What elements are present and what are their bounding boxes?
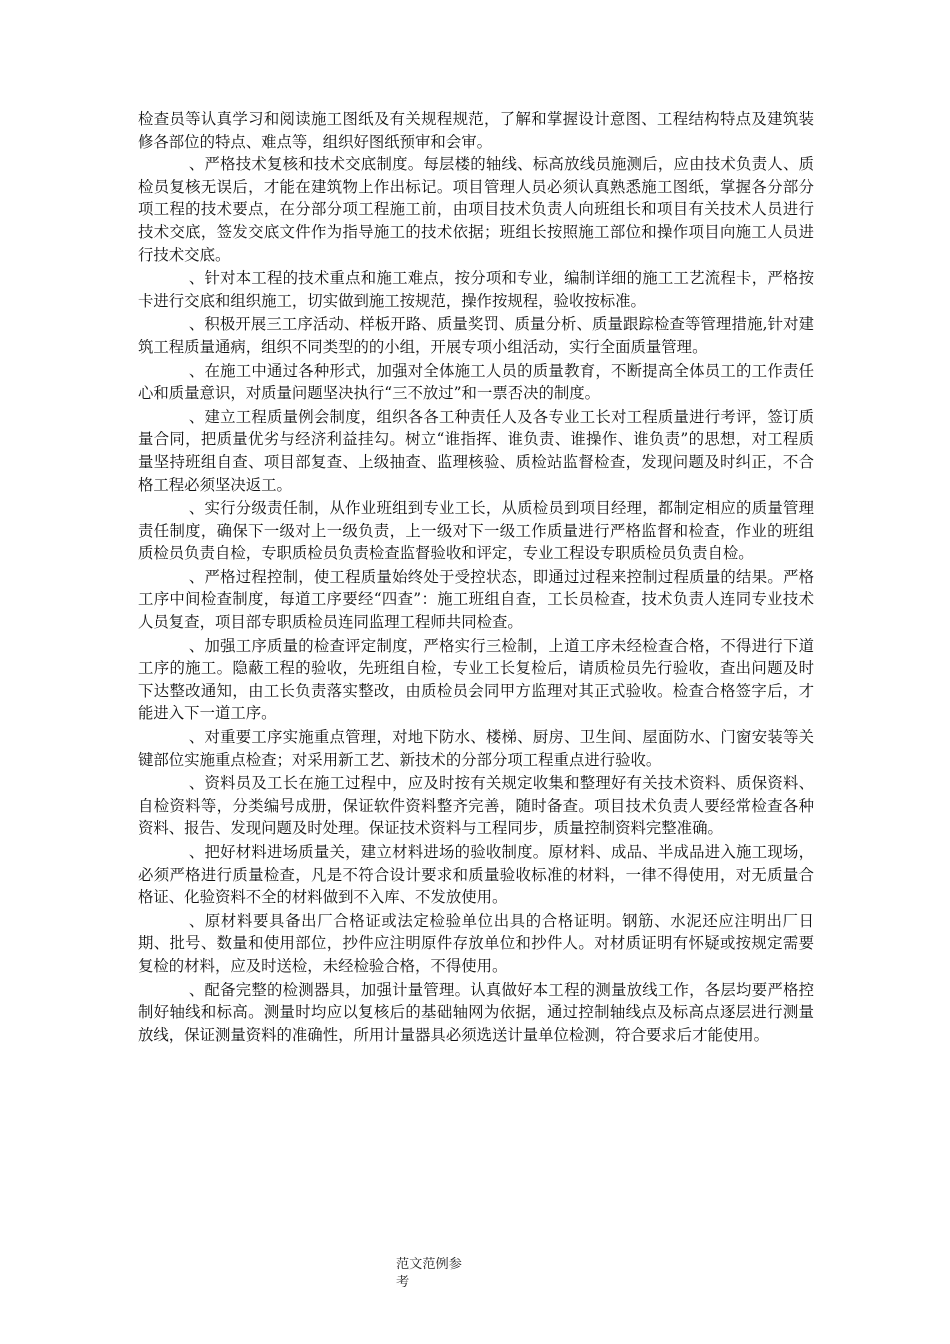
- paragraph-three-checks: 、加强工序质量的检查评定制度，严格实行三检制，上道工序未经检查合格，不得进行下道工序的施工。隐蔽工程的验收，先班组自检，专业工长复检后，请质检员先行验收，查出问题及时下达整改通知，由工长负责落实整改，由质检员会同甲方监理对其正式验收。检查合格签字后，才能进入下一道工序。: [138, 636, 814, 723]
- paragraph-process-cards: 、针对本工程的技术重点和施工难点，按分项和专业，编制详细的施工工艺流程卡，严格按卡进行交底和组织施工，切实做到施工按规范，操作按规程，验收按标准。: [138, 269, 814, 310]
- paragraph-key-processes: 、对重要工序实施重点管理，对地下防水、楼梯、厨房、卫生间、屋面防水、门窗安装等关键部位实施重点检查；对采用新工艺、新技术的分部分项工程重点进行验收。: [138, 728, 814, 769]
- paragraph-quality-meetings: 、建立工程质量例会制度，组织各各工种责任人及各专业工长对工程质量进行考评，签订质量合同，把质量优劣与经济利益挂勾。树立“谁指挥、谁负责、谁操作、谁负责”的思想，对工程质量坚持班组自查、项目部复查、上级抽查、监理核验、质检站监督检查，发现问题及时纠正，不合格工程必须坚决返工。: [138, 407, 814, 494]
- paragraph-continuation: 检查员等认真学习和阅读施工图纸及有关规程规范，了解和掌握设计意图、工程结构特点及建筑装修各部位的特点、难点等，组织好图纸预审和会审。: [138, 110, 814, 151]
- paragraph-material-inspection: 、把好材料进场质量关，建立材料进场的验收制度。原材料、成品、半成品进入施工现场，必须严格进行质量检查，凡是不符合设计要求和质量验收标准的材料，一律不得使用，对无质量合格证、化验资料不全的材料做到不入库、不发放使用。: [138, 843, 814, 907]
- paragraph-technical-review: 、严格技术复核和技术交底制度。每层楼的轴线、标高放线员施测后，应由技术负责人、质检员复核无误后，才能在建筑物上作出标记。项目管理人员必须认真熟悉施工图纸，掌握各分部分项工程的技术要点，在分部分项工程施工前，由项目技术负责人向班组长和项目有关技术人员进行技术交底，签发交底文件作为指导施工的技术依据；班组长按照施工部位和操作项目向施工人员进行技术交底。: [138, 155, 814, 264]
- paragraph-measurement: 、配备完整的检测器具，加强计量管理。认真做好本工程的测量放线工作，各层均要严格控制好轴线和标高。测量时均应以复核后的基础轴网为依据，通过控制轴线点及标高点逐层进行测量放线，保证测量资料的准确性，所用计量器具必须选送计量单位检测，符合要求后才能使用。: [138, 980, 814, 1044]
- document-body: [138, 108, 814, 1046]
- paragraph-material-certificates: 、原材料要具备出厂合格证或法定检验单位出具的合格证明。钢筋、水泥还应注明出厂日期、批号、数量和使用部位，抄件应注明原件存放单位和抄件人。对材质证明有怀疑或按规定需要复检的材料，应及时送检，未经检验合格，不得使用。: [138, 911, 814, 975]
- paragraph-process-control: 、严格过程控制，使工程质量始终处于受控状态，即通过过程来控制过程质量的结果。严格工序中间检查制度，每道工序要经“四查”：施工班组自查，工长员检查，技术负责人连同专业技术人员复查，项目部专职质检员连同监理工程师共同检查。: [138, 567, 814, 632]
- paragraph-responsibility-levels: 、实行分级责任制，从作业班组到专业工长，从质检员到项目经理，都制定相应的质量管理责任制度，确保下一级对上一级负责，上一级对下一级工作质量进行严格监督和检查，作业的班组质检员负责自检，专职质检员负责检查监督验收和评定，专业工程设专职质检员负责自检。: [138, 499, 814, 563]
- footer-line-2: 考: [396, 1275, 410, 1290]
- paragraph-documentation: 、资料员及工长在施工过程中，应及时按有关规定收集和整理好有关技术资料、质保资料、自检资料等，分类编号成册，保证软件资料整齐完善，随时备查。项目技术负责人要经常检查各种资料、报告、发现问题及时处理。保证技术资料与工程同步，质量控制资料完整准确。: [138, 774, 814, 838]
- paragraph-quality-education: 、在施工中通过各种形式，加强对全体施工人员的质量教育，不断提高全体员工的工作责任心和质量意识，对质量问题坚决执行“三不放过”和一票否决的制度。: [138, 361, 814, 403]
- page-footer: [396, 1256, 506, 1292]
- paragraph-quality-activities: 、积极开展三工序活动、样板开路、质量奖罚、质量分析、质量跟踪检查等管理措施,针对建筑工程质量通病，组织不同类型的的小组，开展专项小组活动，实行全面质量管理。: [138, 315, 814, 356]
- footer-line-1: 范文范例参: [396, 1257, 462, 1272]
